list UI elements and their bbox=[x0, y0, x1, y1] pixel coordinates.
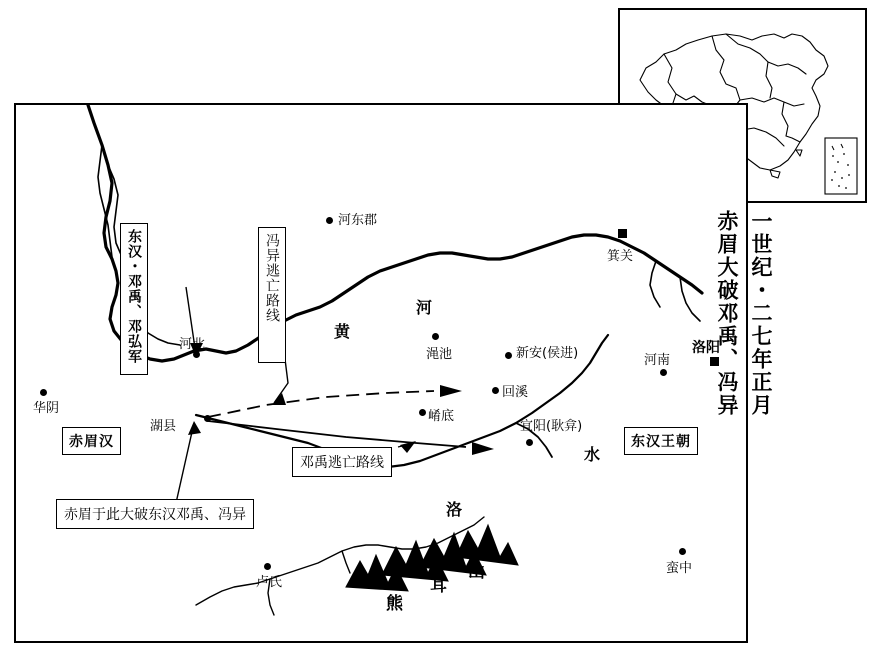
label-huxian: 湖县 bbox=[150, 419, 177, 434]
label-henan: 河南 bbox=[644, 353, 671, 368]
label-yiyang: 宜阳(耿弇) bbox=[520, 419, 583, 434]
label-huixi: 回溪 bbox=[502, 385, 529, 400]
river-label-huang: 黄 bbox=[334, 322, 351, 341]
marker-xinan bbox=[505, 352, 512, 359]
river-label-shui: 水 bbox=[584, 445, 601, 464]
river-label-luo: 洛 bbox=[446, 500, 463, 519]
legend-chimei-victory-box: 赤眉于此大破东汉邓禹、冯异 bbox=[56, 499, 254, 529]
marker-henan bbox=[660, 369, 667, 376]
label-huayin: 华阴 bbox=[33, 401, 60, 416]
marker-jiguan bbox=[618, 229, 627, 238]
marker-hedongjun bbox=[326, 217, 333, 224]
label-lushi: 卢氏 bbox=[256, 575, 283, 590]
legend-donghan-dengyu-box: 东汉・邓禹、邓弘军 bbox=[120, 223, 148, 375]
legend-fengyi-route-box: 冯异逃亡路线 bbox=[258, 227, 286, 363]
river-label-he: 河 bbox=[416, 298, 433, 317]
mountain-label-er: 耳 bbox=[430, 576, 447, 596]
map-title bbox=[715, 210, 778, 630]
label-hebei: 河北 bbox=[179, 337, 206, 352]
marker-mianchi bbox=[432, 333, 439, 340]
legend-chimei-han-box: 赤眉汉 bbox=[62, 427, 121, 455]
label-xiaodi: 崤底 bbox=[428, 409, 455, 424]
marker-yiyang bbox=[526, 439, 533, 446]
label-xinan: 新安(侯进) bbox=[516, 346, 579, 361]
label-manzhong: 蛮中 bbox=[666, 561, 693, 576]
main-map-frame bbox=[14, 103, 748, 643]
label-jiguan: 箕关 bbox=[607, 249, 634, 264]
mountain-label-xiong: 熊 bbox=[386, 594, 403, 614]
legend-dengyu-route-box: 邓禹逃亡路线 bbox=[292, 447, 392, 477]
map-title-line1: 一世纪・二七年正月 bbox=[749, 210, 774, 417]
marker-xiaodi bbox=[419, 409, 426, 416]
label-mianchi: 渑池 bbox=[426, 347, 453, 362]
mountain-label-shan: 山 bbox=[468, 562, 485, 582]
marker-hebei bbox=[193, 351, 200, 358]
label-hedongjun: 河东郡 bbox=[338, 213, 378, 228]
label-luoyang: 洛阳 bbox=[692, 340, 720, 356]
map-title-line2: 赤眉大破邓禹、冯异 bbox=[715, 210, 740, 417]
marker-huxian bbox=[204, 415, 211, 422]
marker-huixi bbox=[492, 387, 499, 394]
marker-lushi bbox=[264, 563, 271, 570]
marker-huayin bbox=[40, 389, 47, 396]
legend-donghan-dynasty-box: 东汉王朝 bbox=[624, 427, 698, 455]
marker-manzhong bbox=[679, 548, 686, 555]
